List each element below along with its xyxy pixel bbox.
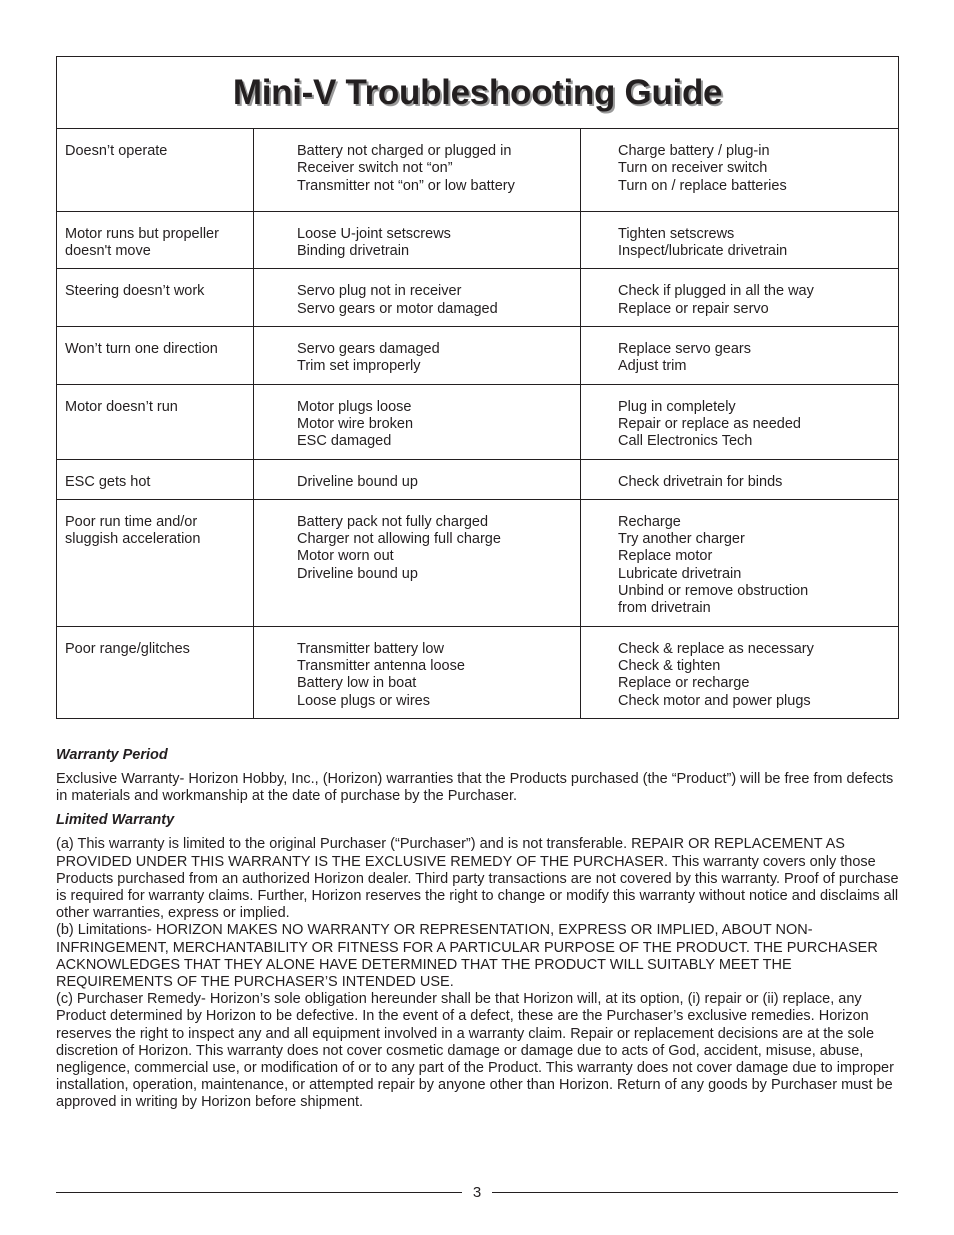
problem-cell <box>57 269 254 327</box>
table-row <box>57 129 899 212</box>
solution-cell <box>581 129 899 212</box>
cause-text: Battery not charged or plugged in <box>297 143 512 159</box>
solution-text: Replace or repair servo <box>618 300 769 317</box>
solution-text: Replace or recharge <box>618 675 750 692</box>
problem-cell <box>57 459 254 499</box>
solution-cell <box>581 327 899 385</box>
cause-text: Motor worn out <box>297 548 394 565</box>
solution-cell <box>581 626 899 718</box>
cause-text: Transmitter battery low <box>297 640 444 657</box>
cause-text: Transmitter not “on” or low battery <box>297 177 515 194</box>
solution-text: Turn on receiver switch <box>618 160 768 177</box>
table-row <box>57 269 899 327</box>
warranty-period-text: Exclusive Warranty- Horizon Hobby, Inc., (Horizon) warranties that the Products purchased (the “Product”) will be free from defects in materials and workmanship at the date of purchase by the Purchaser. <box>56 771 894 805</box>
solution-text: Replace motor <box>618 548 713 565</box>
cause-text: Motor wire broken <box>297 415 414 432</box>
problem-text: Doesn’t operate <box>65 143 168 159</box>
cause-cell <box>254 459 581 499</box>
problem-text: doesn't move <box>65 243 151 260</box>
cause-text: Loose plugs or wires <box>297 692 430 709</box>
cause-cell <box>254 211 581 269</box>
solution-text: Replace servo gears <box>618 341 751 358</box>
solution-text: Check & replace as necessary <box>618 640 814 657</box>
solution-text: Tighten setscrews <box>618 225 735 242</box>
cause-text: Binding drivetrain <box>297 243 410 260</box>
title-row <box>57 57 899 129</box>
limited-warranty-heading: Limited Warranty <box>56 812 175 829</box>
cause-text: Servo gears damaged <box>297 341 440 358</box>
solution-text: Charge battery / plug-in <box>618 143 770 159</box>
solution-cell <box>581 269 899 327</box>
problem-cell <box>57 327 254 385</box>
cause-text: Motor plugs loose <box>297 398 412 415</box>
problem-text: sluggish acceleration <box>65 531 201 548</box>
solution-text: Adjust trim <box>618 358 687 375</box>
spacer <box>56 764 902 771</box>
table-row <box>57 211 899 269</box>
troubleshooting-table <box>56 56 899 719</box>
problem-text: Poor range/glitches <box>65 640 190 657</box>
table-row <box>57 327 899 385</box>
solution-text: Inspect/lubricate drivetrain <box>618 243 788 260</box>
cause-text: Charger not allowing full charge <box>297 531 501 548</box>
page-number: 3 <box>472 1184 482 1201</box>
table-row <box>57 384 899 459</box>
cause-text: Transmitter antenna loose <box>297 657 465 674</box>
page-title: Mini-V Troubleshooting Guide <box>232 72 723 112</box>
table-row <box>57 459 899 499</box>
cause-text: ESC damaged <box>297 433 392 450</box>
cause-text: Servo gears or motor damaged <box>297 300 498 317</box>
solution-cell <box>581 499 899 626</box>
cause-text: Battery pack not fully charged <box>297 513 489 530</box>
limited-warranty-c: (c) Purchaser Remedy- Horizon’s sole obligation hereunder shall be that Horizon will, at its option, (i) repair or (ii) replace, any Product determined by Horizon to be defective. In the event of a defect, these are the Purchaser’s exclusive remedies. Horizon reserves the right to inspect any and all equipment involved in a warranty claim. Repair or replacement decisions are at the sole discretion of Horizon. This warranty does not cover cosmetic damage or damage due to acts of God, accident, misuse, abuse, negligence, commercial use, or modification of or to any part of the Product. This warranty does not cover damage due to improper installation, operation, maintenance, or attempted repair by anyone other than Horizon. Return of any goods by Purchaser must be approved in writing by Horizon before shipment. <box>56 991 894 1111</box>
solution-cell <box>581 211 899 269</box>
title-cell <box>57 57 899 129</box>
problem-cell <box>57 384 254 459</box>
solution-text: Check & tighten <box>618 657 721 674</box>
cause-text: Loose U-joint setscrews <box>297 225 451 242</box>
solution-cell <box>581 459 899 499</box>
solution-text: Lubricate drivetrain <box>618 565 742 582</box>
problem-cell <box>57 211 254 269</box>
solution-text: Check if plugged in all the way <box>618 283 814 300</box>
table-row <box>57 499 899 626</box>
solution-text: Plug in completely <box>618 398 736 415</box>
troubleshooting-table-body <box>57 57 899 719</box>
cause-cell <box>254 499 581 626</box>
solution-text: Turn on / replace batteries <box>618 177 787 194</box>
solution-text: from drivetrain <box>618 600 711 617</box>
problem-text: Won’t turn one direction <box>65 341 218 358</box>
solution-cell <box>581 384 899 459</box>
solution-text: Call Electronics Tech <box>618 433 753 450</box>
footer-rule-right <box>492 1192 898 1193</box>
limited-warranty-a: (a) This warranty is limited to the original Purchaser (“Purchaser”) and is not transferable. REPAIR OR REPLACEMENT AS PROVIDED UNDER THIS WARRANTY IS THE EXCLUSIVE REMEDY OF THE PURCHASER. This warranty covers only those Products purchased from an authorized Horizon dealer. Third party transactions are not covered by this warranty. Proof of purchase is required for warranty claims. Further, Horizon reserves the right to change or modify this warranty without notice and disclaims all other warranties, express or implied. <box>56 836 899 922</box>
solution-text: Check drivetrain for binds <box>618 473 783 490</box>
cause-text: Receiver switch not “on” <box>297 160 453 177</box>
spacer <box>56 805 902 812</box>
solution-text: Unbind or remove obstruction <box>618 583 809 600</box>
problem-text: Motor runs but propeller <box>65 225 219 242</box>
problem-cell <box>57 499 254 626</box>
problem-cell <box>57 129 254 212</box>
problem-text: Motor doesn’t run <box>65 398 178 415</box>
cause-cell <box>254 269 581 327</box>
cause-cell <box>254 626 581 718</box>
problem-cell <box>57 626 254 718</box>
solution-text: Try another charger <box>618 531 745 548</box>
cause-cell <box>254 129 581 212</box>
table-row <box>57 626 899 718</box>
cause-text: Battery low in boat <box>297 675 417 692</box>
cause-text: Driveline bound up <box>297 565 418 582</box>
problem-text: Steering doesn’t work <box>65 283 205 300</box>
limited-warranty-b: (b) Limitations- HORIZON MAKES NO WARRANTY OR REPRESENTATION, EXPRESS OR IMPLIED, ABOUT NON-INFRINGEMENT, MERCHANTABILITY OR FITNESS FOR A PARTICULAR PURPOSE OF THE PRODUCT. THE PURCHASER ACKNOWLEDGES THAT THEY ALONE HAVE DETERMINED THAT THE PRODUCT WILL SUITABLY MEET THE REQUIREMENTS OF THE PURCHASER’S INTENDED USE. <box>56 922 878 991</box>
problem-text: Poor run time and/or <box>65 513 198 530</box>
footer-rule-left <box>56 1192 462 1193</box>
cause-cell <box>254 384 581 459</box>
spacer <box>56 829 902 836</box>
solution-text: Check motor and power plugs <box>618 692 811 709</box>
warranty-period-heading: Warranty Period <box>56 747 168 763</box>
solution-text: Repair or replace as needed <box>618 415 801 432</box>
cause-text: Driveline bound up <box>297 473 418 490</box>
warranty-section <box>56 747 902 1112</box>
cause-cell <box>254 327 581 385</box>
problem-text: ESC gets hot <box>65 473 151 490</box>
cause-text: Servo plug not in receiver <box>297 283 462 300</box>
cause-text: Trim set improperly <box>297 358 421 375</box>
solution-text: Recharge <box>618 513 681 530</box>
